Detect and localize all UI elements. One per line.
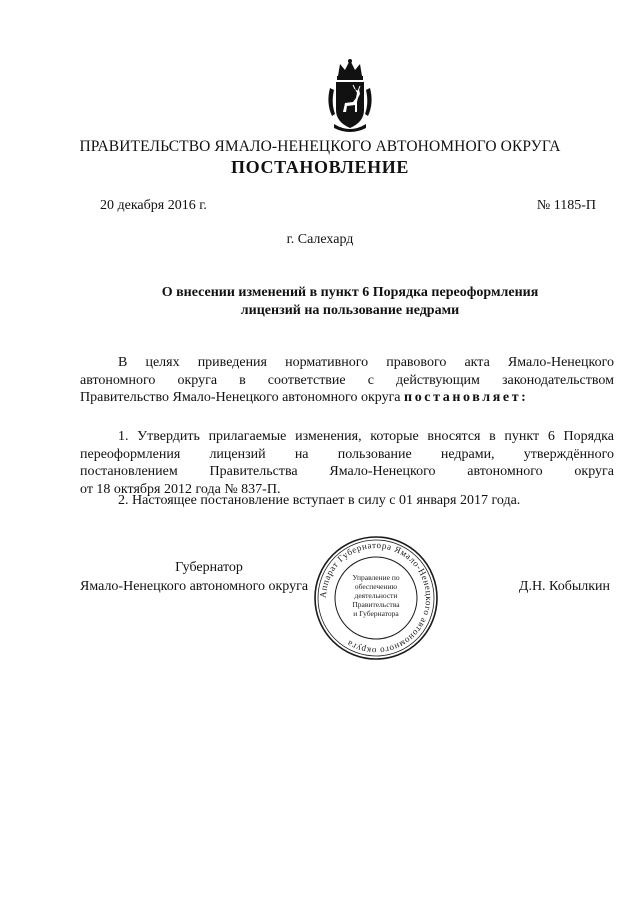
preamble-line-1: В целях приведения нормативного правового акта Ямало-Ненецкого [118,355,614,370]
signer-name: Д.Н. Кобылкин [518,579,610,594]
seal-ring-text: Аппарат Губернатора Ямало-Ненецкого автономного округа [317,539,435,657]
item-1-line-3: постановлением Правительства Ямало-Ненецкого автономного округа [80,464,614,479]
subject-line-1: О внесении изменений в пункт 6 Порядка переоформления [161,285,539,300]
document-type: ПОСТАНОВЛЕНИЕ [231,157,409,177]
item-2-line: 2. Настоящее постановление вступает в силу с 01 января 2017 года. [118,493,521,508]
document-date: 20 декабря 2016 г. [100,198,207,213]
preamble-subject: Правительство Ямало-Ненецкого автономного округа [80,390,401,405]
seal-center-line-1: Управление по [352,573,400,582]
item-2-paragraph [80,492,614,510]
resolves-word: постановляет: [404,390,529,405]
item-1-line-4: от 18 октября 2012 года № 837-П. [80,481,281,497]
preamble-paragraph [80,354,614,407]
item-1-line-2: переоформления лицензий на пользование недрами, утверждённого [80,446,614,462]
government-name: ПРАВИТЕЛЬСТВО ЯМАЛО-НЕНЕЦКОГО АВТОНОМНОГО ОКРУГА [79,138,561,155]
official-seal [312,534,440,662]
document-number: № 1185-П [536,198,596,213]
item-1-line-1: 1. Утвердить прилагаемые изменения, которые вносятся в пункт 6 Порядка [118,429,614,444]
document-city: г. Салехард [286,232,354,247]
coat-of-arms-icon [326,58,374,134]
signature-title: Губернатор [175,560,243,575]
seal-center-line-4: Правительства [352,600,400,609]
preamble-line-2: автономного округа в соответствие с действующим законодательством [80,372,614,388]
seal-center-line-3: деятельности [354,591,398,600]
document-subject [100,284,600,320]
item-1-paragraph [80,428,614,498]
seal-center-line-2: обеспечению [354,582,398,591]
seal-center-line-5: и Губернатора [353,609,399,618]
signature-region: Ямало-Ненецкого автономного округа [80,579,309,594]
subject-line-2: лицензий на пользование недрами [240,303,460,318]
preamble-line-3 [80,389,614,407]
